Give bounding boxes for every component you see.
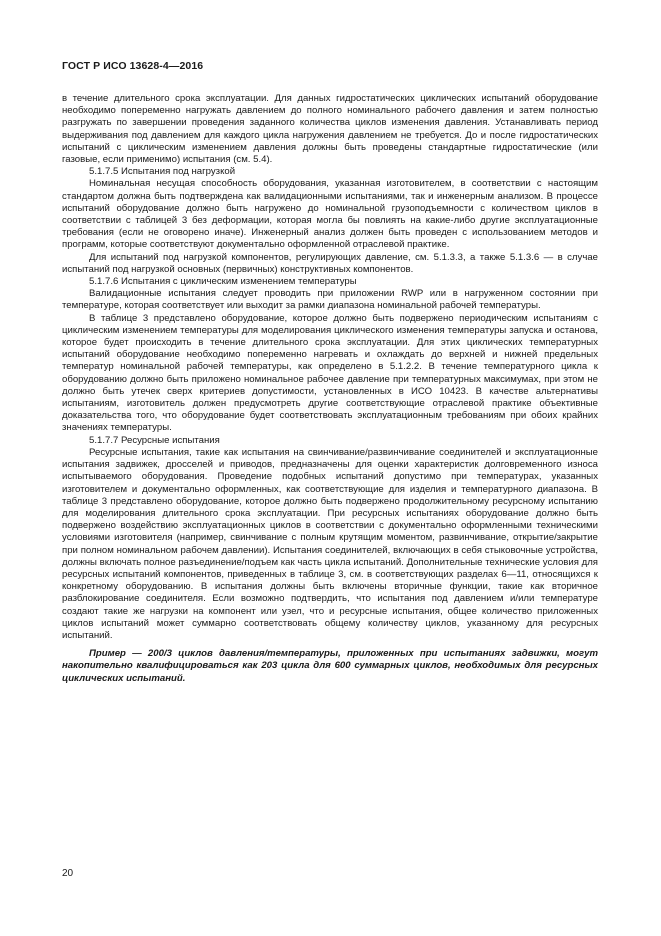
example-note: Пример — 200/3 циклов давления/температуры, приложенных при испытаниях задвижки, могут накопительно квалифицироваться как 203 цикла для 600 суммарных циклов, необходимых для ресурсных циклических испытаний. bbox=[62, 648, 598, 684]
paragraph: Для испытаний под нагрузкой компонентов, регулирующих давление, см. 5.1.3.3, а также 5.1.3.6 — в случае испытаний под нагрузкой основных (первичных) конструктивных компонентов. bbox=[62, 251, 598, 275]
page-number: 20 bbox=[62, 868, 74, 879]
section-heading-5-1-7-5: 5.1.7.5 Испытания под нагрузкой bbox=[89, 166, 236, 178]
document-body bbox=[62, 93, 598, 685]
paragraph: Номинальная несущая способность оборудования, указанная изготовителем, в соответствии с настоящим стандартом должна быть подтверждена как валидационными испытаниями, так и инженерным анализом. В процессе испытаний оборудование должно быть нагружено до номинальной грузоподъемности с количеством циклов в соответствии с таблицей 3 без деформации, которая могла бы повлиять на какие-либо другие эксплуатационные требования (если не оговорено иначе). Инженерный анализ должен быть проведен с использованием методов и программ, которые соответствуют документально оформленной отраслевой практике. bbox=[62, 178, 598, 251]
paragraph: Валидационные испытания следует проводить при приложении RWP или в нагруженном состоянии при температуре, которая соответствует или выходит за рамки диапазона номинальной рабочей температуры. bbox=[62, 288, 598, 312]
section-heading-5-1-7-6: 5.1.7.6 Испытания с циклическим изменением температуры bbox=[89, 276, 357, 288]
paragraph: В таблице 3 представлено оборудование, которое должно быть подвержено периодическим испытаниям с циклическим изменением температуры для моделирования циклического изменения температуры запуска и останова, которое будет происходить в течение длительного срока эксплуатации. Для этих циклических температурных испытаний оборудование необходимо попеременно нагревать и охлаждать до верхней и нижней предельных температур номинальной рабочей температуры, как определено в 5.1.2.2. В течение температурного цикла к оборудованию должно быть приложено номинальное рабочее давление при температурных максимумах, при этом не должно быть утечек сверх критериев допустимости, установленных в ИСО 10423. В качестве альтернативы испытаниям, изготовитель должен предусмотреть другие соответствующие отраслевой практике объективные доказательства того, что оборудование будет соответствовать эксплуатационным требованиям при обоих крайних значениях температуры. bbox=[62, 312, 598, 434]
section-heading-5-1-7-7: 5.1.7.7 Ресурсные испытания bbox=[89, 434, 220, 446]
paragraph-continuation: в течение длительного срока эксплуатации. Для данных гидростатических циклических испытаний оборудование необходимо попеременно нагружать давлением до полного номинального рабочего давления и затем полностью разгружать по завершении проведения заданного количества циклов изменения давления. Устанавливать период выдерживания под давлением для каждого цикла нагружения давлением не требуется. До и после гидростатических испытаний с циклическим изменением давления должны быть проведены стандартные гидростатические (или газовые, если применимо) испытания (см. 5.4). bbox=[62, 93, 598, 166]
paragraph: Ресурсные испытания, такие как испытания на свинчивание/развинчивание соединителей и эксплуатационные испытания задвижек, дросселей и приводов, предназначены для оценки характеристик долговременного износа испытываемого оборудования. Проведение подобных испытаний допустимо при температурах, указанных изготовителем и документально оформленных, как соответствующие для изделия и температурного диапазона. В таблице 3 представлено оборудование, которое должно быть подвержено продолжительному ресурсному испытанию для моделирования длительного срока эксплуатации. При ресурсных испытаниях оборудование должно быть подвержено воздействию эксплуатационных циклов в соответствии с документально оформленными техническими условиями изготовителя (например, свинчивание с полным крутящим моментом, развинчивание, открытие/закрытие при полном номинальном рабочем давлении). Испытания соединителей, включающих в себя стыковочные устройства, должны включать полное разъединение/подъем как часть цикла испытаний. Дополнительные технические условия для ресурсных испытаний компонентов, приведенных в таблице 3, см. в соответствующих разделах 6—11, относящихся к конкретному оборудованию. В испытания должны быть включены вторичные функции, такие как вторичное разблокирование соединителя. Если возможно подтвердить, что испытания под давлением и/или температуре создают такие же нагрузки на компонент или узел, что и ресурсные испытания, общее количество приложенных циклов испытаний может суммарно соответствовать общему количеству циклов, указанному для ресурсных испытаний. bbox=[62, 446, 598, 641]
document-header: ГОСТ Р ИСО 13628-4—2016 bbox=[62, 60, 204, 72]
